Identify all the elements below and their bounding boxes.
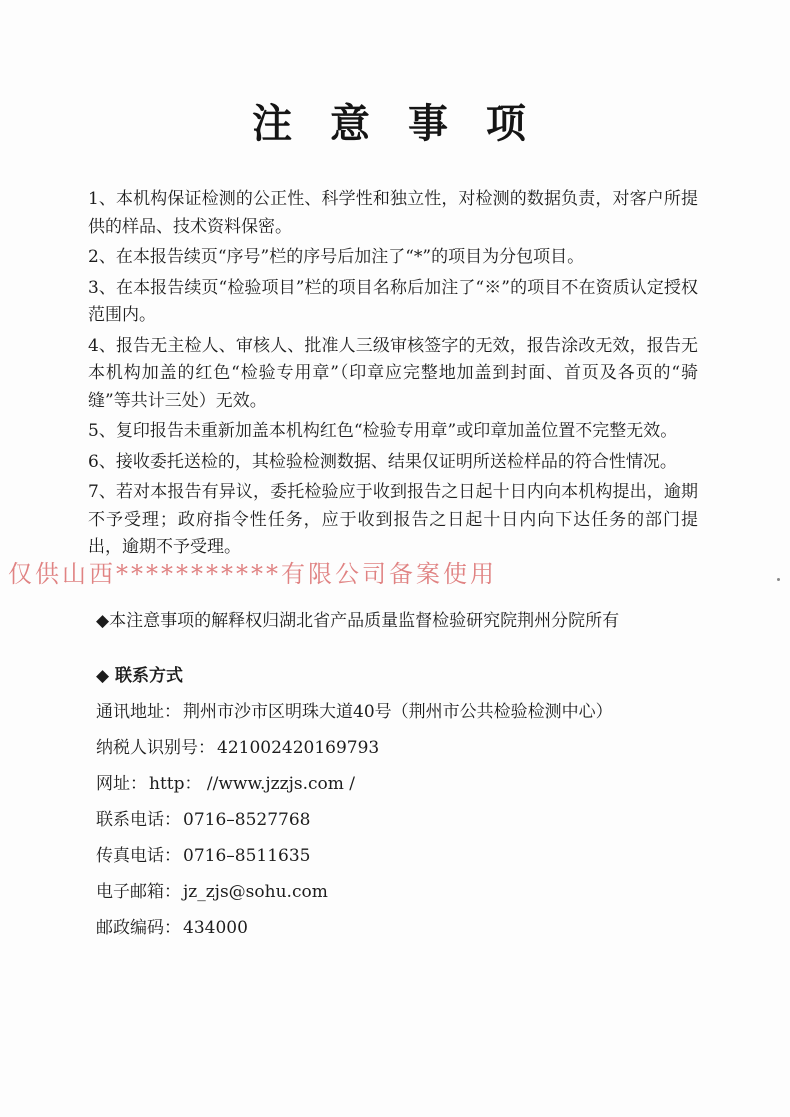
contact-postcode bbox=[96, 910, 613, 946]
notes-list bbox=[88, 186, 698, 565]
contact-email bbox=[96, 874, 613, 910]
contact-label: 纳税人识别号： bbox=[96, 738, 215, 758]
contact-value: jz_zjs@sohu.com bbox=[183, 882, 328, 902]
watermark-text: 仅供山西***********有限公司备案使用 bbox=[8, 560, 497, 588]
contact-address bbox=[96, 694, 613, 730]
contact-value: http： //www.jzzjs.com / bbox=[149, 774, 355, 794]
contact-list bbox=[96, 694, 613, 946]
note-item-4: 4、报告无主检人、审核人、批准人三级审核签字的无效，报告涂改无效，报告无本机构加盖的红色“检验专用章”（印章应完整地加盖到封面、首页及各页的“骑缝”等共计三处）无效。 bbox=[88, 335, 698, 411]
note-item-7: 7、若对本报告有异议，委托检验应于收到报告之日起十日内向本机构提出，逾期不予受理；政府指令性任务，应于收到报告之日起十日内向下达任务的部门提出，逾期不予受理。 bbox=[88, 482, 698, 557]
contact-value: 0716–8511635 bbox=[183, 846, 311, 866]
contact-fax bbox=[96, 838, 613, 874]
scan-speck bbox=[777, 578, 780, 581]
contact-label: 通讯地址： bbox=[96, 702, 181, 722]
contact-value: 421002420169793 bbox=[217, 738, 380, 758]
contact-label: 邮政编码： bbox=[96, 918, 181, 938]
contact-value: 荆州市沙市区明珠大道40号（荆州市公共检验检测中心） bbox=[183, 702, 613, 722]
note-item-1: 1、本机构保证检测的公正性、科学性和独立性，对检测的数据负责，对客户所提供的样品、技术资料保密。 bbox=[88, 189, 698, 237]
contact-label: 电子邮箱： bbox=[96, 882, 181, 902]
contact-tax-id bbox=[96, 730, 613, 766]
interpretation-statement: ◆本注意事项的解释权归湖北省产品质量监督检验研究院荆州分院所有 bbox=[96, 611, 620, 631]
contact-label: 传真电话： bbox=[96, 846, 181, 866]
note-item-5: 5、复印报告未重新加盖本机构红色“检验专用章”或印章加盖位置不完整无效。 bbox=[88, 421, 678, 441]
note-item-3: 3、在本报告续页“检验项目”栏的项目名称后加注了“※”的项目不在资质认定授权范围内。 bbox=[88, 277, 698, 325]
note-item-6: 6、接收委托送检的，其检验检测数据、结果仅证明所送检样品的符合性情况。 bbox=[88, 451, 677, 472]
note-item-2: 2、在本报告续页“序号”栏的序号后加注了“*”的项目为分包项目。 bbox=[88, 247, 585, 267]
contact-website bbox=[96, 766, 613, 802]
contact-value: 434000 bbox=[183, 918, 248, 938]
contact-label: 网址： bbox=[96, 774, 147, 794]
contact-heading: ◆ 联系方式 bbox=[96, 666, 183, 686]
contact-value: 0716–8527768 bbox=[183, 810, 311, 830]
contact-phone bbox=[96, 802, 613, 838]
page-title: 注 意 事 项 bbox=[252, 100, 538, 147]
contact-label: 联系电话： bbox=[96, 810, 181, 830]
